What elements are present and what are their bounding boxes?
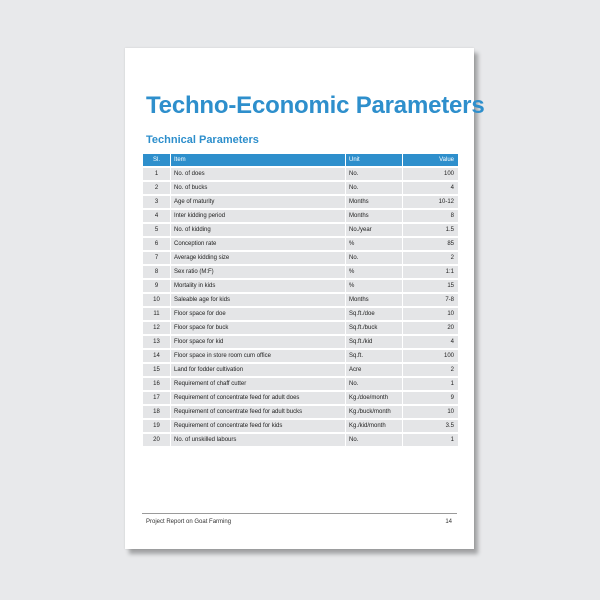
cell-unit: Months xyxy=(346,210,402,222)
cell-sl: 7 xyxy=(143,252,170,264)
cell-item: Mortality in kids xyxy=(171,280,345,292)
cell-value: 2 xyxy=(403,252,458,264)
cell-item: No. of unskilled labours xyxy=(171,434,345,446)
table-row xyxy=(143,294,458,306)
cell-value: 10 xyxy=(403,406,458,418)
cell-unit: Kg./doe/month xyxy=(346,392,402,404)
table-header-row xyxy=(143,154,458,166)
cell-sl: 8 xyxy=(143,266,170,278)
cell-sl: 3 xyxy=(143,196,170,208)
cell-unit: % xyxy=(346,280,402,292)
cell-unit: No. xyxy=(346,434,402,446)
cell-sl: 12 xyxy=(143,322,170,334)
cell-item: Land for fodder cultivation xyxy=(171,364,345,376)
table-row xyxy=(143,336,458,348)
cell-item: Saleable age for kids xyxy=(171,294,345,306)
cell-value: 10-12 xyxy=(403,196,458,208)
cell-item: No. of kidding xyxy=(171,224,345,236)
table-row xyxy=(143,238,458,250)
cell-sl: 2 xyxy=(143,182,170,194)
cell-value: 1:1 xyxy=(403,266,458,278)
table-row xyxy=(143,420,458,432)
cell-sl: 9 xyxy=(143,280,170,292)
header-sl: Sl. xyxy=(143,154,170,166)
table-row xyxy=(143,392,458,404)
cell-item: Floor space in store room cum office xyxy=(171,350,345,362)
cell-unit: Kg./kid/month xyxy=(346,420,402,432)
cell-unit: No. xyxy=(346,378,402,390)
table-row xyxy=(143,406,458,418)
table-row xyxy=(143,308,458,320)
header-item: Item xyxy=(171,154,345,166)
document-page xyxy=(125,48,485,549)
cell-item: Requirement of concentrate feed for adult bucks xyxy=(171,406,345,418)
cell-value: 100 xyxy=(403,350,458,362)
cell-sl: 1 xyxy=(143,168,170,180)
cell-item: Floor space for kid xyxy=(171,336,345,348)
cell-value: 4 xyxy=(403,182,458,194)
cell-sl: 11 xyxy=(143,308,170,320)
table-row xyxy=(143,182,458,194)
cell-value: 15 xyxy=(403,280,458,292)
cell-unit: Sq.ft. xyxy=(346,350,402,362)
cell-item: Inter kidding period xyxy=(171,210,345,222)
cell-unit: % xyxy=(346,266,402,278)
cell-item: No. of does xyxy=(171,168,345,180)
cell-value: 20 xyxy=(403,322,458,334)
cell-item: Floor space for buck xyxy=(171,322,345,334)
cell-sl: 18 xyxy=(143,406,170,418)
cell-sl: 14 xyxy=(143,350,170,362)
table-row xyxy=(143,350,458,362)
cell-item: Sex ratio (M:F) xyxy=(171,266,345,278)
cell-unit: Sq.ft./kid xyxy=(346,336,402,348)
cell-value: 85 xyxy=(403,238,458,250)
cell-value: 1 xyxy=(403,378,458,390)
cell-sl: 5 xyxy=(143,224,170,236)
cell-unit: Months xyxy=(346,294,402,306)
cell-sl: 20 xyxy=(143,434,170,446)
cell-item: Requirement of chaff cutter xyxy=(171,378,345,390)
footer-divider xyxy=(142,513,457,514)
cell-item: Age of maturity xyxy=(171,196,345,208)
cell-unit: Acre xyxy=(346,364,402,376)
cell-item: Requirement of concentrate feed for adult does xyxy=(171,392,345,404)
cell-value: 8 xyxy=(403,210,458,222)
cell-item: Conception rate xyxy=(171,238,345,250)
cell-item: Floor space for doe xyxy=(171,308,345,320)
cell-unit: % xyxy=(346,238,402,250)
table-row xyxy=(143,434,458,446)
header-value: Value xyxy=(403,154,458,166)
cell-item: Requirement of concentrate feed for kids xyxy=(171,420,345,432)
cell-value: 7-8 xyxy=(403,294,458,306)
cell-unit: No. xyxy=(346,182,402,194)
table-row xyxy=(143,322,458,334)
cell-sl: 13 xyxy=(143,336,170,348)
cell-value: 100 xyxy=(403,168,458,180)
cell-sl: 4 xyxy=(143,210,170,222)
cell-item: Average kidding size xyxy=(171,252,345,264)
cell-unit: Sq.ft./buck xyxy=(346,322,402,334)
footer-report-title: Project Report on Goat Farming xyxy=(146,519,232,525)
cell-unit: Sq.ft./doe xyxy=(346,308,402,320)
cell-sl: 16 xyxy=(143,378,170,390)
table-row xyxy=(143,210,458,222)
section-subtitle: Technical Parameters xyxy=(146,134,259,146)
cell-sl: 6 xyxy=(143,238,170,250)
page-number: 14 xyxy=(445,519,452,525)
table-row xyxy=(143,196,458,208)
cell-value: 1 xyxy=(403,434,458,446)
cell-unit: No. xyxy=(346,168,402,180)
page-title: Techno-Economic Parameters xyxy=(146,92,485,119)
table-row xyxy=(143,364,458,376)
cell-value: 10 xyxy=(403,308,458,320)
cell-value: 2 xyxy=(403,364,458,376)
table-row xyxy=(143,252,458,264)
cell-sl: 10 xyxy=(143,294,170,306)
cell-unit: No./year xyxy=(346,224,402,236)
header-unit: Unit xyxy=(346,154,402,166)
table-row xyxy=(143,280,458,292)
table-row xyxy=(143,266,458,278)
cell-value: 3.5 xyxy=(403,420,458,432)
cell-sl: 17 xyxy=(143,392,170,404)
cell-item: No. of bucks xyxy=(171,182,345,194)
cell-value: 9 xyxy=(403,392,458,404)
cell-unit: Kg./buck/month xyxy=(346,406,402,418)
table-row xyxy=(143,168,458,180)
cell-sl: 15 xyxy=(143,364,170,376)
table-row xyxy=(143,378,458,390)
cell-sl: 19 xyxy=(143,420,170,432)
table-row xyxy=(143,224,458,236)
cell-value: 4 xyxy=(403,336,458,348)
cell-unit: Months xyxy=(346,196,402,208)
cell-unit: No. xyxy=(346,252,402,264)
parameters-table xyxy=(142,152,459,448)
table-body xyxy=(143,168,458,446)
cell-value: 1.5 xyxy=(403,224,458,236)
